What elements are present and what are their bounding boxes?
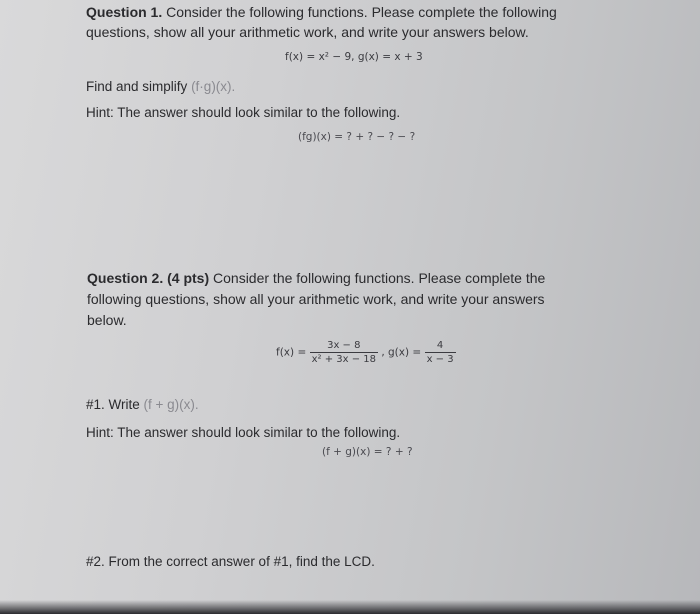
question-2-part-2: #2. From the correct answer of #1, find the LCD.	[86, 554, 375, 569]
question-2-text-line-2: following questions, show all your arithmetic work, and write your answers	[87, 291, 545, 307]
question-1-functions: f(x) = x² − 9, g(x) = x + 3	[285, 51, 423, 63]
question-2-f-numerator: 3x − 8	[310, 340, 378, 353]
question-2-part-1-expression: (f + g)(x).	[143, 397, 199, 412]
question-1-hint: Hint: The answer should look similar to the following.	[86, 105, 401, 120]
question-2-f-denominator: x² + 3x − 18	[311, 354, 376, 365]
question-2-f-fraction	[310, 340, 378, 365]
question-2-label: Question 2.	[87, 270, 164, 286]
question-1-text-line-1: Consider the following functions. Please complete the following	[166, 4, 557, 20]
question-1-task-expression: (f·g)(x).	[191, 79, 236, 94]
question-1-hint-expression: (fg)(x) = ? + ? − ? − ?	[298, 131, 416, 143]
question-2-g-denominator: x − 3	[426, 354, 454, 365]
question-2-hint-expression: (f + g)(x) = ? + ?	[322, 446, 413, 458]
question-2-part-1-prefix: #1. Write	[86, 397, 140, 412]
question-2-heading	[87, 269, 545, 287]
question-2-points: (4 pts)	[167, 270, 210, 286]
question-2-functions	[276, 340, 456, 365]
question-1-text-line-2: questions, show all your arithmetic work, and write your answers below.	[86, 24, 529, 40]
question-1-heading	[86, 3, 557, 21]
question-1-task-prefix: Find and simplify	[86, 79, 188, 94]
question-1-label: Question 1.	[86, 4, 163, 20]
question-2-g-numerator: 4	[425, 340, 456, 353]
question-2-f-lhs: f(x) =	[276, 346, 307, 359]
question-2-hint: Hint: The answer should look similar to the following.	[86, 425, 401, 440]
question-2-g-fraction	[425, 340, 456, 365]
question-2-part-1	[86, 396, 199, 414]
question-1-task	[86, 78, 235, 96]
question-2-g-lhs: , g(x) =	[381, 346, 422, 359]
question-2-text-line-3: below.	[87, 312, 127, 328]
question-2-text-line-1: Consider the following functions. Please complete the	[213, 270, 546, 286]
